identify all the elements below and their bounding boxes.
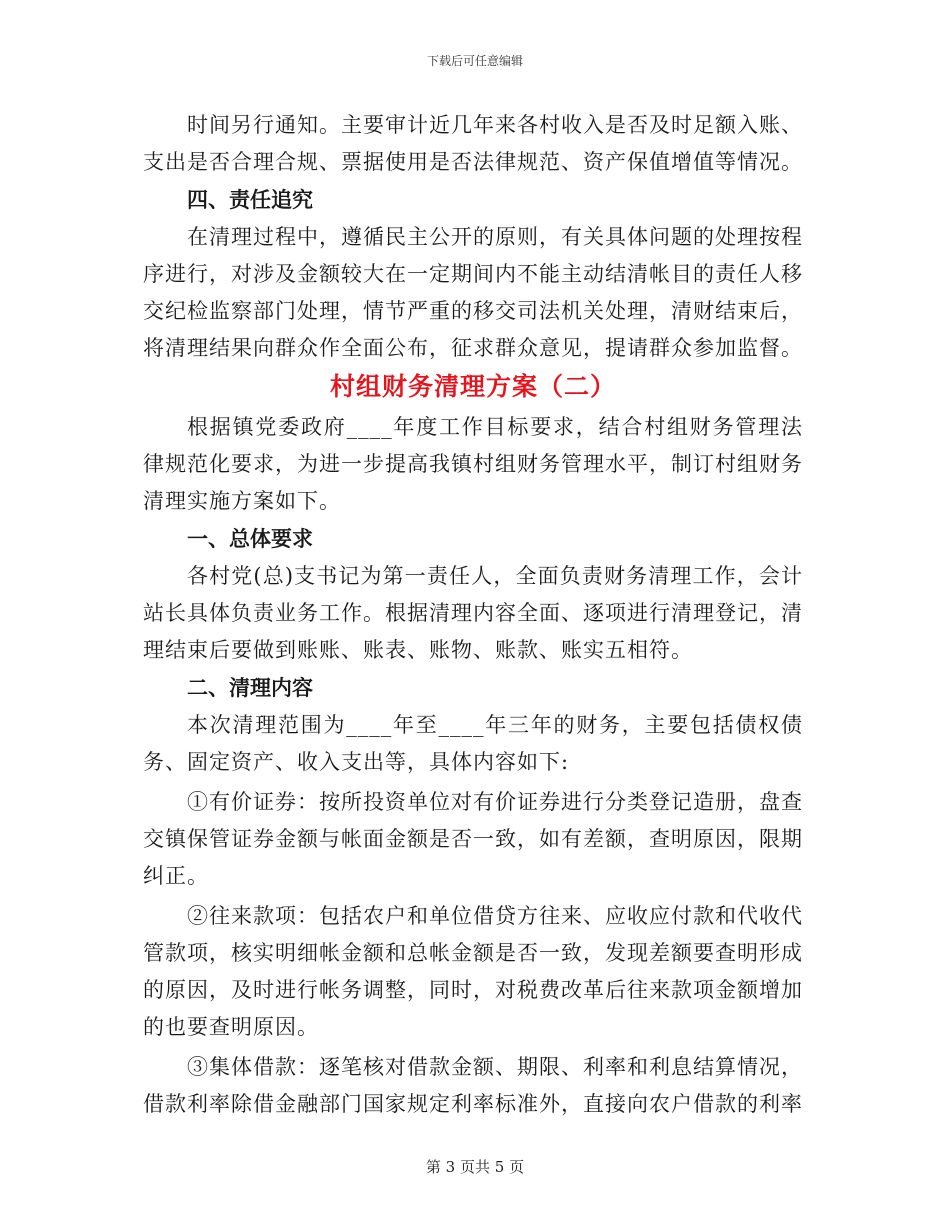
paragraph-general-requirements: 各村党(总)支书记为第一责任人，全面负责财务清理工作，会计站长具体负责业务工作。根据清理内容全面、逐项进行清理登记，清理结束后要做到账账、账表、账物、账款、账实五相符。: [143, 564, 803, 662]
page-header-note: 下载后可任意编辑: [426, 54, 523, 68]
paragraph-accountability: 在清理过程中，遵循民主公开的原则，有关具体问题的处理按程序进行，对涉及金额较大在一定期间内不能主动结清帐目的责任人移交纪检监察部门处理，情节严重的移交司法机关处理，清财结束后，将清理结果向群众作全面公布，征求群众意见，提请群众参加监督。: [143, 225, 803, 360]
paragraph-intro: 根据镇党委政府____年度工作目标要求，结合村组财务管理法律规范化要求，为进一步提高我镇村组财务管理水平，制订村组财务清理实施方案如下。: [143, 415, 803, 513]
section-heading-cleanup-content: 二、清理内容: [187, 676, 313, 700]
page-number: 第 3 页共 5 页: [425, 1158, 525, 1176]
list-item-collective-loans: ③集体借款：逐笔核对借款金额、期限、利率和利息结算情况，借款利率除借金融部门国家规定利率标准外，直接向农户借款的利率: [143, 1055, 803, 1116]
section-heading-general-requirements: 一、总体要求: [187, 527, 313, 551]
document-body: [143, 107, 803, 1126]
list-item-securities: ①有价证券：按所投资单位对有价证券进行分类登记造册，盘查交镇保管证券金额与帐面金额是否一致，如有差额，查明原因，限期纠正。: [143, 790, 803, 888]
paragraph-cleanup-scope: 本次清理范围为____年至____年三年的财务，主要包括债权债务、固定资产、收入支出等，具体内容如下:: [143, 713, 803, 774]
list-item-accounts: ②往来款项：包括农户和单位借贷方往来、应收应付款和代收代管款项，核实明细帐金额和总帐金额是否一致，发现差额要查明形成的原因，及时进行帐务调整，同时，对税费改革后往来款项金额增加的也要查明原因。: [143, 904, 803, 1039]
document-title: 村组财务清理方案（二）: [329, 372, 616, 401]
paragraph-audit-continuation: 时间另行通知。主要审计近几年来各村收入是否及时足额入账、支出是否合理合规、票据使用是否法律规范、资产保值增值等情况。: [143, 113, 803, 174]
section-heading-accountability: 四、责任追究: [187, 188, 313, 212]
